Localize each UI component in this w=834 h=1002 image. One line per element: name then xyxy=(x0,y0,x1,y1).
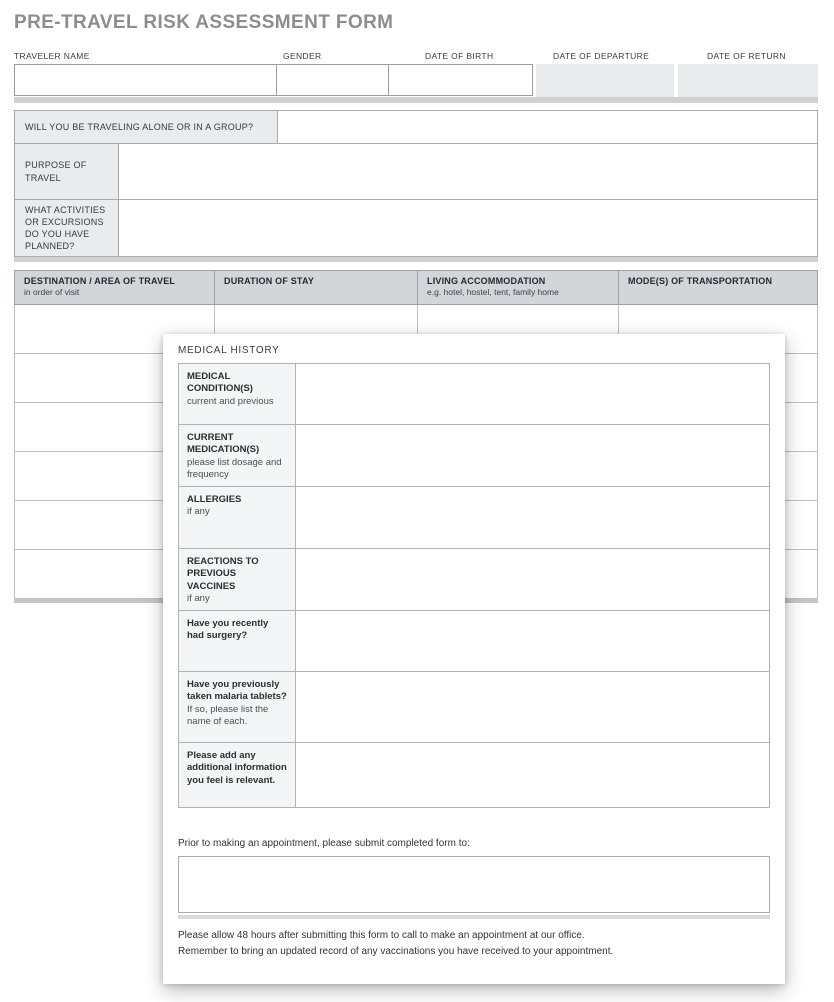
transportation-column-header: MODE(S) OF TRANSPORTATION xyxy=(628,276,773,286)
question-row xyxy=(15,111,817,143)
medical-row xyxy=(179,671,769,742)
date-of-birth-label: DATE OF BIRTH xyxy=(425,51,494,61)
medical-history-panel xyxy=(163,334,785,984)
date-of-departure-field[interactable] xyxy=(536,64,674,97)
malaria-tablets-field[interactable] xyxy=(296,672,769,742)
purpose-of-travel-label: PURPOSE OF TRAVEL xyxy=(15,144,119,199)
instruction-line: Remember to bring an updated record of any vaccinations you have received to your appointment. xyxy=(178,945,614,957)
allergies-field[interactable] xyxy=(296,487,769,548)
date-of-return-field[interactable] xyxy=(678,64,818,97)
submit-form-prompt: Prior to making an appointment, please submit completed form to: xyxy=(178,838,470,849)
divider-band xyxy=(14,97,818,103)
planned-activities-field[interactable] xyxy=(119,200,817,256)
traveling-alone-answer-field[interactable] xyxy=(278,111,817,143)
planned-activities-label: WHAT ACTIVITIES OR EXCURSIONS DO YOU HAVE PLANNED? xyxy=(15,200,119,256)
medical-row xyxy=(179,486,769,548)
question-row xyxy=(15,199,817,256)
date-of-birth-field[interactable] xyxy=(389,65,532,95)
current-medications-label: CURRENT MEDICATION(S) please list dosage and frequency xyxy=(179,425,296,486)
medical-conditions-field[interactable] xyxy=(296,364,769,424)
additional-information-label: Please add any additional information you feel is relevant. xyxy=(179,743,296,807)
medical-row xyxy=(179,548,769,610)
allergies-label: ALLERGIES if any xyxy=(179,487,296,548)
header-input-strip xyxy=(14,64,533,96)
travel-questions-section xyxy=(14,110,818,257)
medical-row xyxy=(179,742,769,807)
question-row xyxy=(15,143,817,199)
current-medications-field[interactable] xyxy=(296,425,769,486)
medical-row xyxy=(179,364,769,424)
date-of-departure-label: DATE OF DEPARTURE xyxy=(553,51,650,61)
traveling-alone-question-label: WILL YOU BE TRAVELING ALONE OR IN A GROUP? xyxy=(15,111,278,143)
traveler-name-field[interactable] xyxy=(15,65,277,95)
itinerary-table-header xyxy=(14,270,818,305)
page-title: PRE-TRAVEL RISK ASSESSMENT FORM xyxy=(14,12,394,33)
medical-row xyxy=(179,424,769,486)
recent-surgery-field[interactable] xyxy=(296,611,769,671)
medical-history-title: MEDICAL HISTORY xyxy=(178,345,280,356)
duration-column-header: DURATION OF STAY xyxy=(215,271,418,304)
traveler-name-label: TRAVELER NAME xyxy=(14,51,90,61)
gender-label: GENDER xyxy=(283,51,322,61)
vaccine-reactions-label: REACTIONS TO PREVIOUS VACCINES if any xyxy=(179,549,296,610)
appointment-instructions xyxy=(178,928,613,959)
divider-band xyxy=(178,915,770,919)
medical-conditions-label: MEDICAL CONDITION(S) current and previous xyxy=(179,364,296,424)
submit-destination-field[interactable] xyxy=(178,856,770,913)
date-of-return-label: DATE OF RETURN xyxy=(707,51,786,61)
medical-history-table xyxy=(178,363,770,808)
purpose-of-travel-field[interactable] xyxy=(119,144,817,199)
malaria-tablets-label: Have you previously taken malaria tablets? If so, please list the name of each. xyxy=(179,672,296,742)
divider-band xyxy=(14,257,818,262)
gender-field[interactable] xyxy=(277,65,389,95)
additional-information-field[interactable] xyxy=(296,743,769,807)
medical-row xyxy=(179,610,769,671)
vaccine-reactions-field[interactable] xyxy=(296,549,769,610)
destination-column-header: DESTINATION / AREA OF TRAVEL in order of visit xyxy=(15,271,215,304)
recent-surgery-label: Have you recently had surgery? xyxy=(179,611,296,671)
instruction-line: Please allow 48 hours after submitting this form to call to make an appointment at our office. xyxy=(178,930,585,941)
accommodation-column-header: LIVING ACCOMMODATION e.g. hotel, hostel, tent, family home xyxy=(418,271,619,304)
